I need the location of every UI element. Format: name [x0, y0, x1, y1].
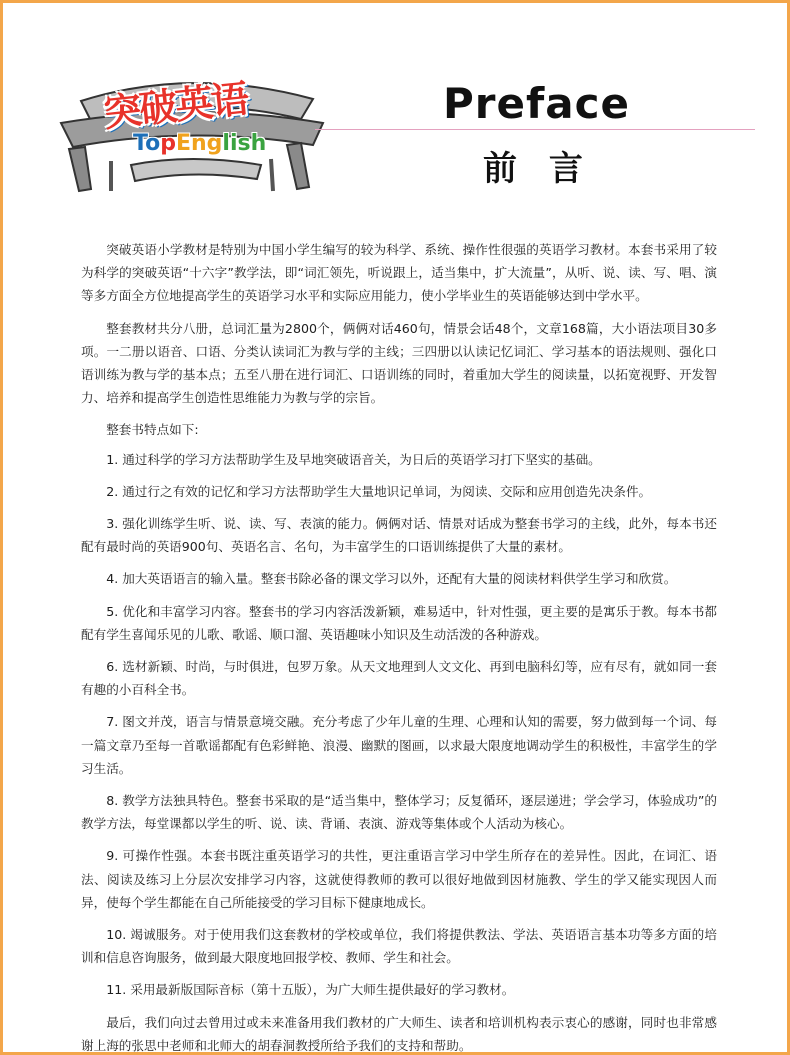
feature-item: 11. 采用最新版国际音标（第十五版），为广大师生提供最好的学习教材。 [106, 982, 515, 998]
feature-item: 3. 强化训练学生听、说、读、写、表演的能力。俩俩对话、情景对话成为整套书学习的主线，此外，每本书还配有最时尚的英语900句、英语名言、名句，为丰富学生的口语训练提供了大量的素材。 [81, 516, 717, 555]
logo-en-part: Eng [175, 131, 223, 156]
feature-item: 5. 优化和丰富学习内容。整套书的学习内容活泼新颖，难易适中，针对性强，更主要的是寓乐于教。每本书都配有学生喜闻乐见的儿歌、歌谣、顺口溜、英语趣味小知识及生动活泼的各种游戏。 [81, 603, 717, 642]
preface-body [81, 238, 717, 1055]
overview-paragraph: 整套教材共分八册，总词汇量为2800个，俩俩对话460句，情景会话48个，文章168篇，大小语法项目30多项。一二册以语音、口语、分类认读词汇为教与学的主线；三四册以认读记忆词汇、学习基本的语法规则、强化口语训练为教与学的基本点；五至八册在进行词汇、口语训练的同时，着重加大学生的阅读量，以拓宽视野、开发智力、培养和提高学生创造性思维能力为教与学的宗旨。 [81, 320, 717, 406]
title-divider [315, 129, 755, 130]
feature-item: 1. 通过科学的学习方法帮助学生及早地突破语音关，为日后的英语学习打下坚实的基础。 [106, 451, 601, 467]
feature-item: 4. 加大英语语言的输入量。整套书除必备的课文学习以外，还配有大量的阅读材料供学生学习和欣赏。 [106, 571, 677, 587]
feature-item: 8. 教学方法独具特色。整套书采取的是“适当集中，整体学习；反复循环，逐层递进；学会学习，体验成功”的教学方法，每堂课都以学生的听、说、读、背诵、表演、游戏等集体或个人活动为核心。 [81, 793, 717, 832]
logo-en-part: lish [222, 131, 267, 156]
closing-paragraph: 最后，我们向过去曾用过或未来准备用我们教材的广大师生、读者和培训机构表示衷心的感谢，同时也非常感谢上海的张思中老师和北师大的胡春洞教授所给予我们的支持和帮助。 [81, 1014, 717, 1053]
logo-en-part: p [160, 131, 176, 156]
logo-en-part: To [133, 131, 161, 156]
feature-item: 6. 选材新颖、时尚，与时俱进，包罗万象。从天文地理到人文文化、再到电脑科幻等，应有尽有，就如同一套有趣的小百科全书。 [81, 659, 717, 698]
logo [51, 61, 331, 201]
feature-item: 2. 通过行之有效的记忆和学习方法帮助学生大量地识记单词，为阅读、交际和应用创造先决条件。 [106, 483, 652, 499]
logo-en-text [133, 131, 266, 156]
intro-paragraph: 突破英语小学教材是特别为中国小学生编写的较为科学、系统、操作性很强的英语学习教材。本套书采用了较为科学的突破英语“十六字”教学法，即“词汇领先，听说跟上，适当集中，扩大流量”，从听、说、读、写、唱、演等多方面全方位地提高学生的英语学习水平和实际应用能力，使小学毕业生的英语能够达到中学水平。 [81, 242, 717, 304]
feature-item: 7. 图文并茂，语言与情景意境交融。充分考虑了少年儿童的生理、心理和认知的需要，努力做到每一个词、每一篇文章乃至每一首歌谣都配有色彩鲜艳、浪漫、幽默的图画，以求最大限度地调动学生的积极性，丰富学生的学习生活。 [81, 714, 717, 776]
title-chinese: 前 言 [483, 149, 593, 189]
title-english: Preface [443, 79, 630, 128]
feature-item: 9. 可操作性强。本套书既注重英语学习的共性，更注重语言学习中学生所存在的差异性。因此，在词汇、语法、阅读及练习上分层次安排学习内容，这就使得教师的教可以很好地做到因材施教、学生的学又能实现因人而异，使每个学生都能在自己所能接受的学习目标下健康地成长。 [81, 848, 717, 910]
logo-cn-text: 突破英语 [101, 76, 250, 136]
features-heading: 整套书特点如下: [106, 422, 199, 438]
feature-item: 10. 竭诚服务。对于使用我们这套教材的学校或单位，我们将提供教法、学法、英语语言基本功等多方面的培训和信息咨询服务，做到最大限度地回报学校、教师、学生和社会。 [81, 927, 717, 966]
